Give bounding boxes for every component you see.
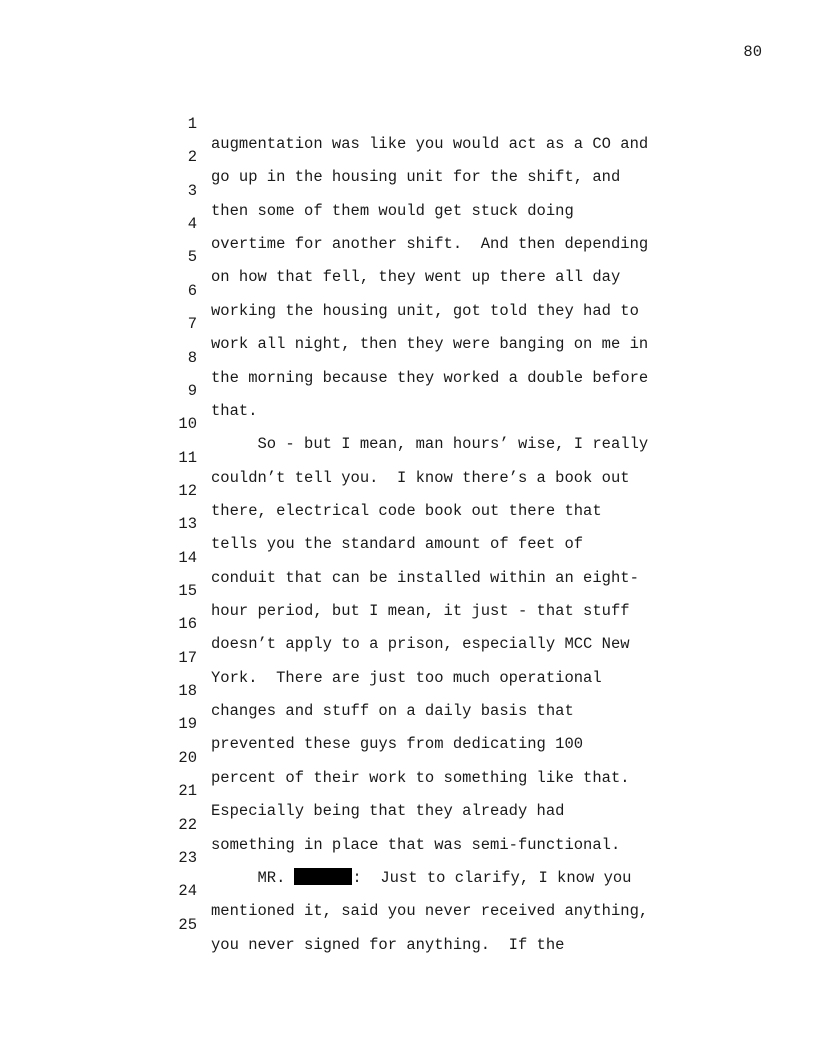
line-number: 10: [178, 415, 197, 434]
line-number: 23: [178, 848, 197, 867]
line-number: 13: [178, 515, 197, 534]
line-number: 7: [187, 315, 197, 334]
line-text: something in place that was semi-functional.: [211, 835, 621, 854]
transcript-line: [170, 261, 690, 320]
line-number: 1: [187, 115, 197, 133]
line-text: go up in the housing unit for the shift, and: [211, 168, 621, 187]
transcript-line: [170, 361, 690, 420]
line-text: you never signed for anything. If the: [211, 935, 565, 954]
transcript-line: [170, 761, 690, 821]
transcript-line: [170, 127, 690, 187]
line-number: 16: [178, 615, 197, 634]
transcript-body: [170, 94, 690, 954]
page-number: 80: [743, 43, 762, 61]
transcript-line: [170, 694, 690, 754]
line-number: 6: [187, 281, 197, 300]
transcript-line: [170, 861, 690, 921]
transcript-line: [170, 428, 690, 487]
line-text: percent of their work to something like that.: [211, 768, 630, 787]
speaker-remark: : Just to clarify, I know you: [352, 868, 632, 887]
transcript-line: [170, 528, 690, 587]
line-number: 11: [178, 448, 197, 467]
line-text: tells you the standard amount of feet of: [211, 535, 584, 554]
transcript-line: [170, 461, 690, 520]
line-text: prevented these guys from dedicating 100: [211, 735, 584, 754]
transcript-line: [170, 194, 690, 254]
line-number: 2: [187, 148, 197, 167]
line-number: 8: [187, 348, 197, 367]
line-text: doesn’t apply to a prison, especially MCC New: [211, 635, 630, 654]
line-text: work all night, then they were banging on me in: [211, 335, 649, 354]
line-text: changes and stuff on a daily basis that: [211, 702, 574, 721]
line-number: 19: [178, 715, 197, 734]
line-number: 15: [178, 582, 197, 601]
transcript-line: [170, 94, 690, 153]
transcript-line: [170, 728, 690, 787]
transcript-line: [170, 661, 690, 721]
line-number: 18: [178, 682, 197, 701]
line-number: 24: [178, 882, 197, 901]
line-text: conduit that can be installed within an eight-: [211, 568, 639, 587]
line-number: 14: [178, 548, 197, 567]
line-number: 9: [187, 381, 197, 400]
line-text: hour period, but I mean, it just - that stuff: [211, 602, 630, 621]
line-number: 20: [178, 748, 197, 767]
transcript-line: [170, 294, 690, 354]
line-number: 3: [187, 181, 197, 200]
speaker-label: MR.: [211, 868, 286, 887]
line-number: 4: [187, 215, 197, 234]
line-text: overtime for another shift. And then depending: [211, 235, 649, 254]
transcript-line: [170, 795, 690, 854]
transcript-line: [170, 394, 690, 454]
line-number: 22: [178, 815, 197, 834]
line-text: on how that fell, they went up there all day: [211, 268, 621, 287]
line-number: 17: [178, 648, 197, 667]
transcript-line: [170, 161, 690, 220]
transcript-line: [170, 561, 690, 621]
line-text: couldn’t tell you. I know there’s a book out: [211, 468, 630, 487]
transcript-line: [170, 628, 690, 687]
line-number: 5: [187, 248, 197, 267]
line-text: augmentation was like you would act as a CO and: [211, 135, 649, 153]
line-text: there, electrical code book out there that: [211, 501, 602, 520]
line-text: So - but I mean, man hours’ wise, I really: [211, 435, 649, 454]
transcript-line: [170, 895, 690, 954]
line-number: 21: [178, 782, 197, 801]
line-text: working the housing unit, got told they had to: [211, 301, 639, 320]
line-number: 25: [178, 915, 197, 934]
line-number: 12: [178, 481, 197, 500]
line-text: mentioned it, said you never received anything,: [211, 902, 649, 921]
transcript-line: [170, 494, 690, 554]
line-text: York. There are just too much operational: [211, 668, 602, 687]
transcript-line: [170, 227, 690, 287]
transcript-line: [170, 594, 690, 654]
line-text: that.: [211, 401, 258, 420]
transcript-line: [170, 828, 690, 887]
line-text: the morning because they worked a double before: [211, 368, 649, 387]
transcript-line: [170, 328, 690, 387]
line-text: Especially being that they already had: [211, 802, 565, 821]
line-text: then some of them would get stuck doing: [211, 201, 574, 220]
